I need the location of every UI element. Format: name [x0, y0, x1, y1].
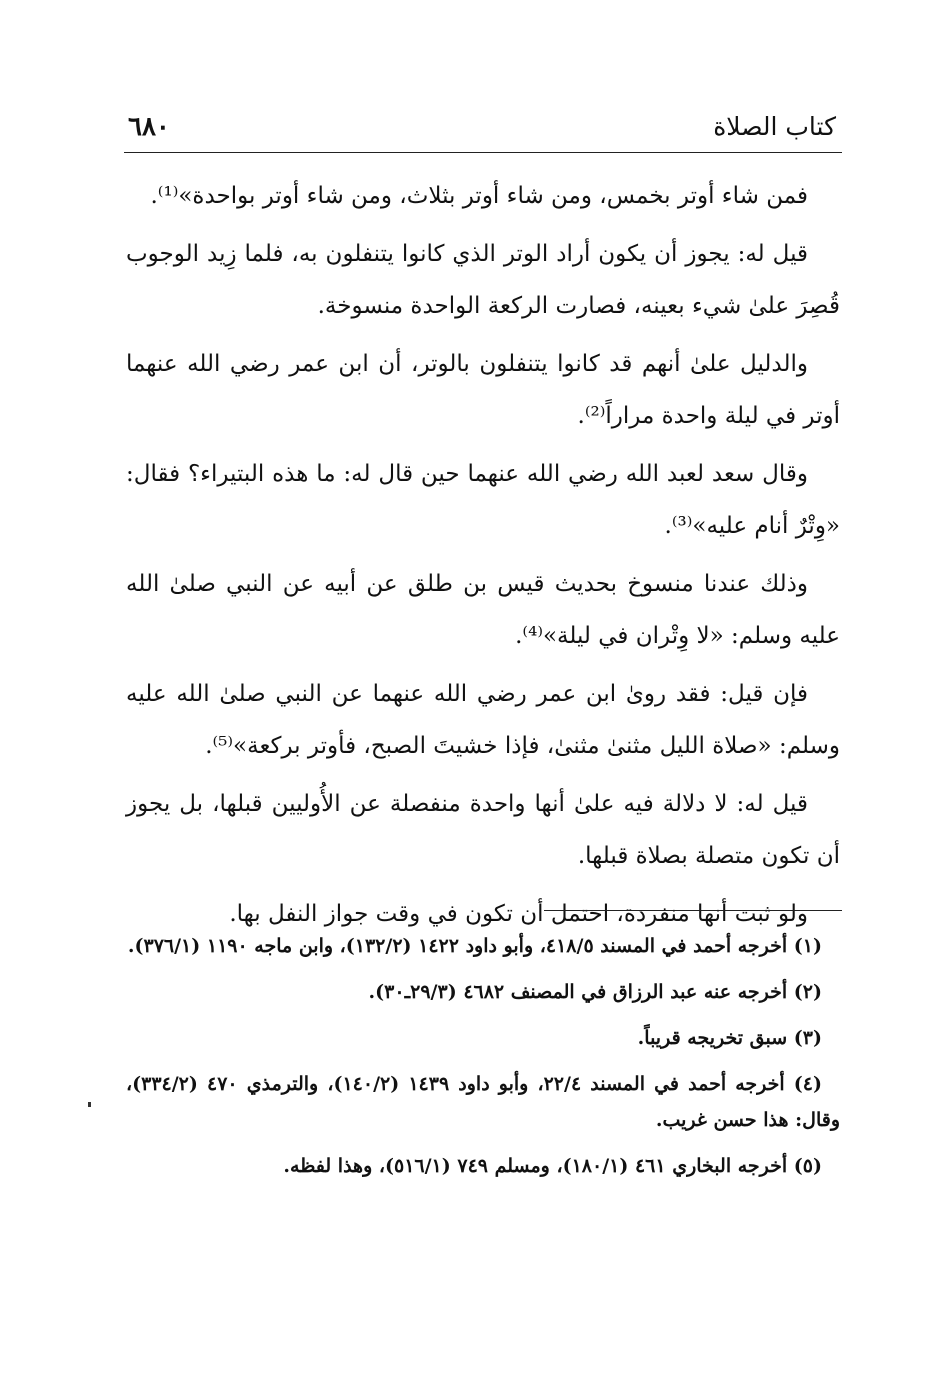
- chapter-title: كتاب الصلاة: [713, 112, 836, 141]
- header-divider: [124, 152, 842, 153]
- paragraph: فإن قيل: فقد روىٰ ابن عمر رضي الله عنهما عن النبي صلىٰ الله عليه وسلم: «صلاة الليل مثنىٰ مثنىٰ، فإذا خشيتَ الصبح، فأوتر بركعة»⁽⁵⁾.: [126, 681, 840, 759]
- paragraph: قيل له: يجوز أن يكون أراد الوتر الذي كانوا يتنفلون به، فلما زِيد الوجوب قُصِرَ علىٰ شيء بعينه، فصارت الركعة الواحدة منسوخة.: [126, 241, 840, 319]
- running-header: [124, 108, 840, 148]
- page-number: ٦٨٠: [128, 112, 170, 142]
- footnote-divider: [544, 910, 842, 911]
- footnotes: [126, 928, 840, 1194]
- footnote: (٢) أخرجه عنه عبد الرزاق في المصنف ٤٦٨٢ (٢٩/٣ـ٣٠).: [368, 981, 822, 1003]
- main-text: [126, 170, 840, 946]
- footnote: (١) أخرجه أحمد في المسند ٤١٨/٥، وأبو داود ١٤٢٢ (١٣٢/٢)، وابن ماجه ١١٩٠ (٣٧٦/١).: [127, 935, 822, 957]
- paragraph: والدليل علىٰ أنهم قد كانوا يتنفلون بالوتر، أن ابن عمر رضي الله عنهما أوتر في ليلة واحدة مراراً⁽²⁾.: [126, 351, 840, 429]
- paragraph: وذلك عندنا منسوخ بحديث قيس بن طلق عن أبيه عن النبي صلىٰ الله عليه وسلم: «لا وِتْران في ليلة»⁽⁴⁾.: [126, 571, 840, 649]
- paragraph: قيل له: لا دلالة فيه علىٰ أنها واحدة منفصلة عن الأُوليين قبلها، بل يجوز أن تكون متصلة بصلاة قبلها.: [126, 791, 840, 869]
- scan-mark: [88, 1102, 91, 1107]
- paragraph: وقال سعد لعبد الله رضي الله عنهما حين قال له: ما هذه البتيراء؟ فقال: «وِتْرٌ أنام عليه»⁽³⁾.: [126, 461, 840, 539]
- paragraph: فمن شاء أوتر بخمس، ومن شاء أوتر بثلاث، ومن شاء أوتر بواحدة»⁽¹⁾.: [150, 183, 808, 209]
- paragraph: ولو ثبت أنها منفردة، احتمل أن تكون في وقت جواز النفل بها.: [229, 901, 808, 927]
- footnote: (٤) أخرجه أحمد في المسند ٢٢/٤، وأبو داود ١٤٣٩ (١٤٠/٢)، والترمذي ٤٧٠ (٣٣٤/٢)، وقال: هذا حسن غريب.: [126, 1073, 840, 1131]
- footnote: (٥) أخرجه البخاري ٤٦١ (١٨٠/١)، ومسلم ٧٤٩ (٥١٦/١)، وهذا لفظه.: [283, 1155, 822, 1177]
- footnote: (٣) سبق تخريجه قريباً.: [637, 1027, 822, 1049]
